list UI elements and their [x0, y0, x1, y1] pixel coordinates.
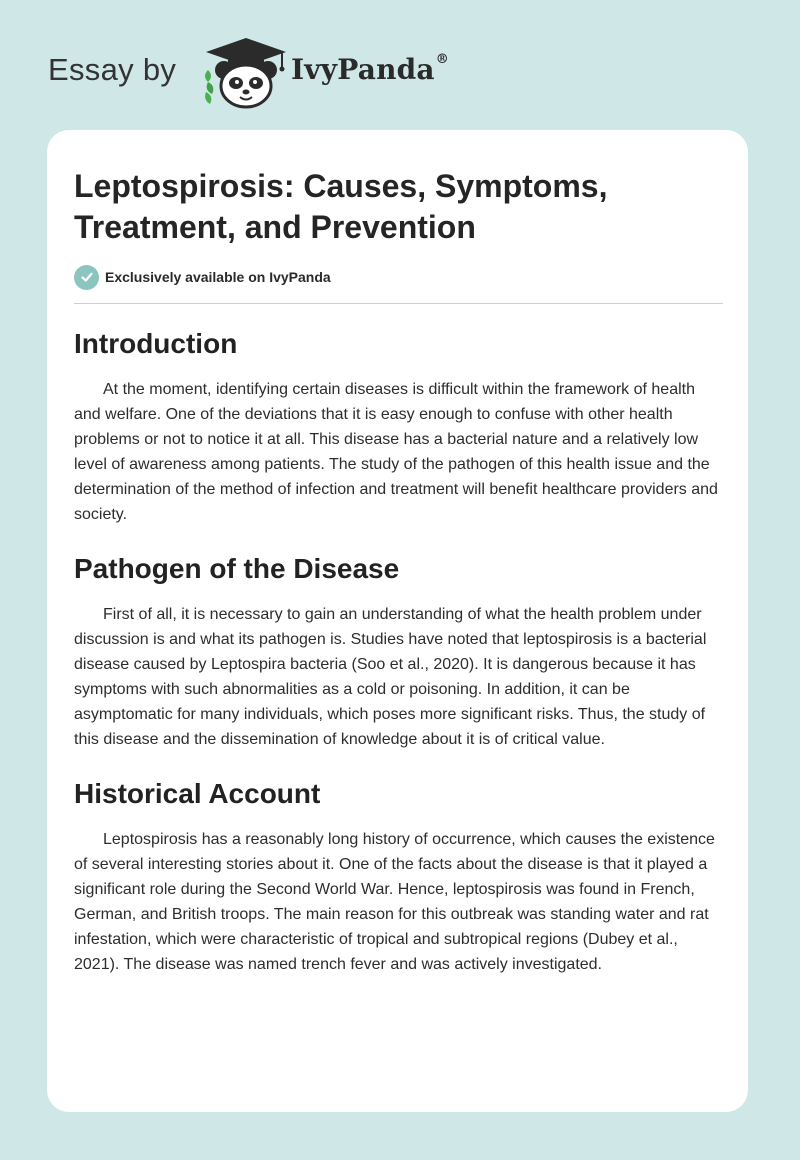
section-historical-account [74, 776, 726, 977]
section-heading: Pathogen of the Disease [74, 553, 400, 584]
page-title: Leptospirosis: Causes, Symptoms, Treatment, and Prevention [74, 168, 608, 245]
divider [74, 303, 723, 304]
panda-logo-icon[interactable] [198, 34, 290, 110]
section-heading: Introduction [74, 328, 238, 359]
section-pathogen [74, 551, 726, 752]
badge-label: Exclusively available on IvyPanda [105, 269, 331, 285]
essay-card [47, 130, 748, 1112]
section-heading: Historical Account [74, 778, 321, 809]
site-header [0, 0, 800, 120]
check-circle-icon [74, 265, 99, 290]
section-paragraph: Leptospirosis has a reasonably long history of occurrence, which causes the existence of several interesting stories about it. One of the facts about the disease is that it played a significant role during the Second World War. Hence, leptospirosis was found in French, German, and British troops. The main reason for this outbreak was standing water and rat infestation, which were characteristic of tropical and subtropical regions (Dubey et al., 2021). The disease was named trench fever and was actively investigated. [74, 831, 715, 973]
brand-name[interactable]: IvyPanda® [291, 51, 449, 86]
article-body [74, 326, 726, 977]
section-introduction [74, 326, 726, 527]
exclusive-badge [74, 264, 331, 290]
section-paragraph: First of all, it is necessary to gain an understanding of what the health problem under discussion is and what its pathogen is. Studies have noted that leptospirosis is a bacterial disease caused by Leptospira bacteria (Soo et al., 2020). It is dangerous because it has symptoms with such abnormalities as a cold or poisoning. In addition, it can be asymptomatic for many individuals, which poses more significant risks. Thus, the study of this disease and the dissemination of knowledge about it is of critical value. [74, 606, 707, 748]
essay-by-label: Essay by [48, 52, 177, 87]
section-paragraph: At the moment, identifying certain diseases is difficult within the framework of health and welfare. One of the deviations that it is easy enough to confuse with other health problems or not to notice it at all. This disease has a bacterial nature and a relatively low level of awareness among patients. The study of the pathogen of this health issue and the determination of the method of infection and treatment will benefit healthcare providers and society. [74, 381, 718, 523]
registered-mark: ® [435, 51, 449, 67]
